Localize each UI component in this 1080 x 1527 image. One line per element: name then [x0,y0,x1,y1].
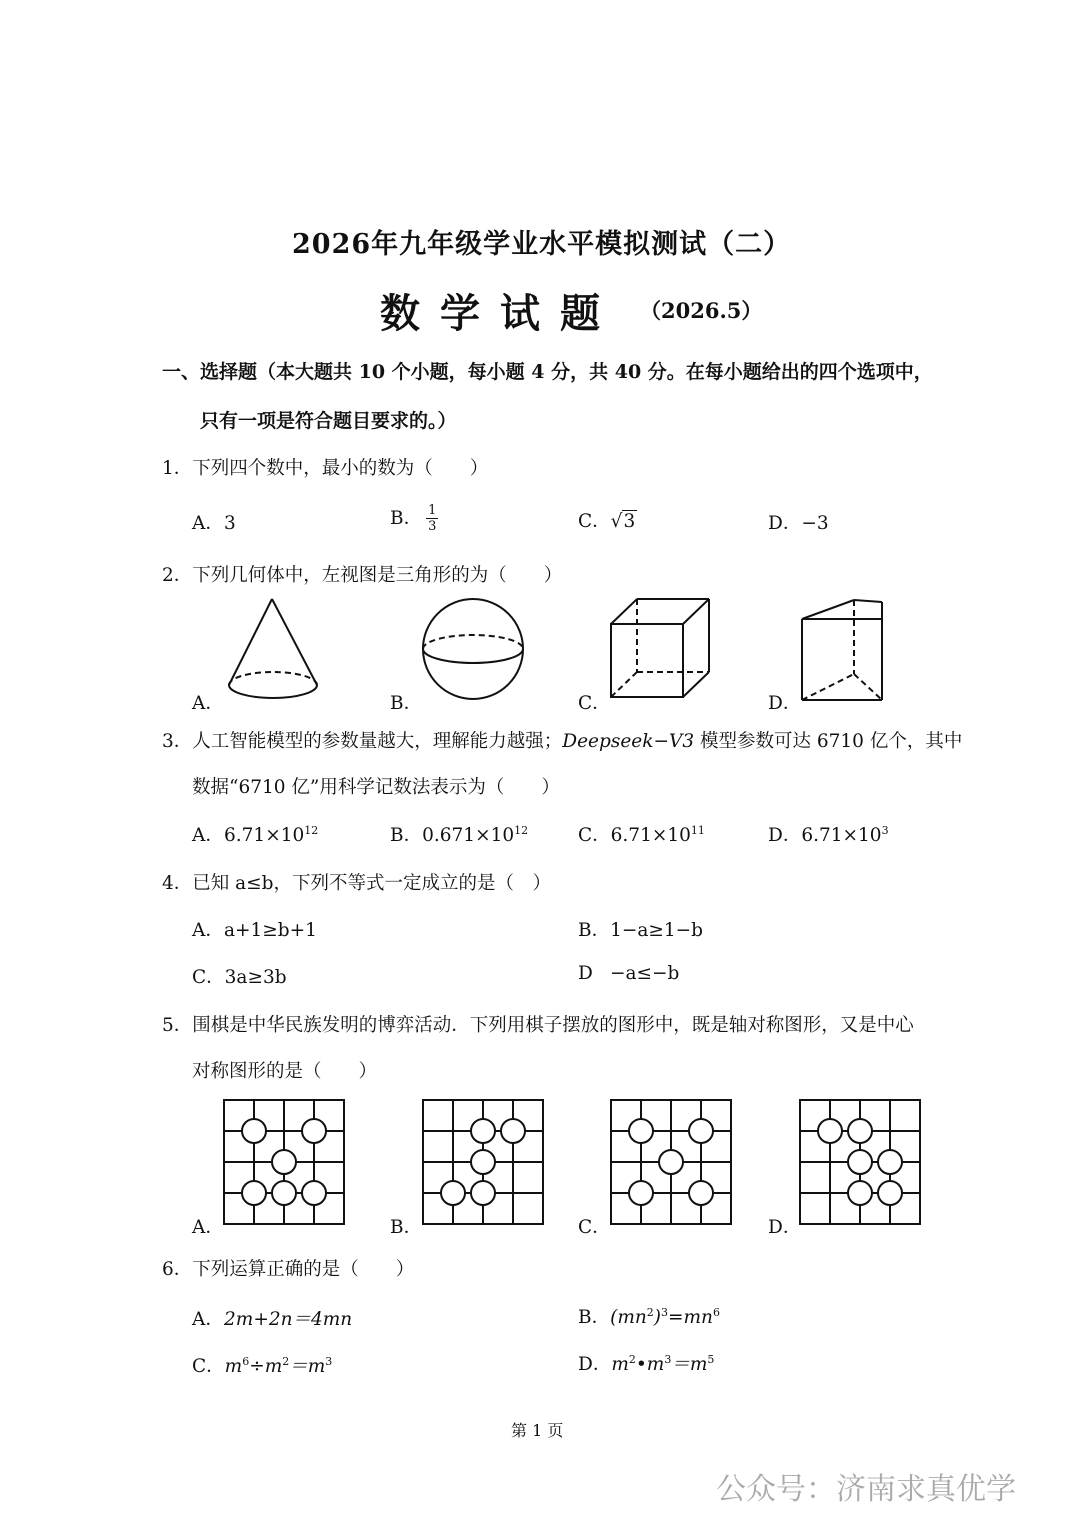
q1-option-a [192,509,236,535]
go-stone [302,1119,326,1143]
go-stone [242,1181,266,1205]
expr-part: •m [635,1354,665,1375]
go-board-b [421,1098,545,1228]
go-stone [878,1181,902,1205]
option-label: B． [390,825,423,846]
option-label: A． [192,513,224,534]
q5-label-a: A． [192,1217,224,1238]
q5-label-b: B． [390,1217,423,1238]
expr-part: (mn [610,1307,647,1328]
option-label: A． [192,1309,224,1330]
go-stone [848,1119,872,1143]
option-label: A． [192,825,224,846]
expr-part: m [611,1354,629,1375]
expr-part: ＝m [289,1356,326,1377]
radical-sign: √ [610,511,623,532]
go-stone [659,1150,683,1174]
q3-option-c [578,821,705,847]
option-value: 3 [224,513,236,534]
option-value: 2m+2n＝4mn [224,1309,353,1330]
square-root [611,511,638,532]
exam-date: （2026.5） [640,298,763,323]
go-stone [441,1181,465,1205]
q3-option-a [192,821,318,847]
q3-option-d [768,821,889,847]
q1-option-c [578,507,637,533]
option-label: C． [578,511,611,532]
q3-model-name: Deepseek−V3 [562,731,695,752]
option-label: B． [578,920,611,941]
q4-option-d [578,963,679,984]
go-stone [689,1181,713,1205]
option-value: 1−a≥1−b [610,920,704,941]
question-6-stem: 6．下列运算正确的是（ ） [162,1259,415,1280]
go-stone [689,1119,713,1143]
option-value: −a≤−b [610,963,680,984]
option-label: D [578,963,593,984]
page-number: 第 1 页 [511,1421,564,1440]
exponent: 12 [514,824,529,837]
exponent: 12 [304,824,319,837]
q2-label-b: B． [390,693,423,714]
subject-title: 数学试题 [380,290,620,337]
option-value: 6.71×10 [224,825,305,846]
option-value: −3 [801,513,829,534]
exponent: 11 [690,824,705,837]
q2-label-c: C． [578,693,611,714]
section-instructions-line2: 只有一项是符合题目要求的。） [200,410,457,432]
go-board-c [609,1098,733,1228]
denominator: 3 [428,519,437,534]
expr-part: ÷m [249,1356,283,1377]
option-value: 6.71×10 [801,825,882,846]
option-value: 0.671×10 [422,825,515,846]
go-stone [629,1119,653,1143]
option-label: C． [192,1356,225,1377]
cube-icon [606,594,716,706]
q6-option-d [578,1350,714,1376]
option-label: D． [768,825,802,846]
watermark: 公众号：济南求真优学 [716,1472,1016,1507]
question-5-stem: 5．围棋是中华民族发明的博弈活动．下列用棋子摆放的图形中，既是轴对称图形，又是中心 [162,1015,914,1036]
expr-part: ) [653,1307,662,1328]
exponent: 3 [661,1306,669,1319]
option-label: D． [768,513,802,534]
go-stone [302,1181,326,1205]
q3-stem-part1: 3．人工智能模型的参数量越大，理解能力越强； [162,731,563,752]
question-3-stem [162,727,962,753]
exponent: 2 [646,1306,654,1319]
exponent: 6 [712,1306,720,1319]
q3-option-b [390,821,528,847]
go-stone [471,1150,495,1174]
go-stone [878,1150,902,1174]
go-stone [242,1119,266,1143]
go-stone [471,1181,495,1205]
question-5-stem-line2: 对称图形的是（ ） [192,1061,378,1082]
numerator: 1 [428,503,437,518]
section-instructions-line1: 一、选择题（本大题共 10 个小题，每小题 4 分，共 40 分。在每小题给出的四个选项中， [162,361,933,383]
go-stone [848,1150,872,1174]
q6-option-a [192,1305,352,1331]
question-1-stem: 1．下列四个数中，最小的数为（ ） [162,458,489,479]
option-label: C． [192,967,225,988]
exponent: 3 [664,1353,672,1366]
radicand: 3 [623,511,636,532]
q5-label-c: C． [578,1217,611,1238]
option-label: B． [390,507,423,529]
expr-part: m [224,1356,243,1377]
q2-label-d: D． [768,693,802,714]
exponent: 3 [881,824,889,837]
exponent: 6 [242,1355,250,1368]
exponent: 2 [628,1353,636,1366]
option-value: a+1≥b+1 [224,920,317,941]
triangular-prism-icon [796,594,892,706]
question-4-stem: 4．已知 a≤b，下列不等式一定成立的是（ ） [162,873,552,894]
exponent: 3 [325,1355,333,1368]
option-value: 3a≥3b [224,967,287,988]
expr-part: =mn [668,1307,713,1328]
go-board-a [222,1098,346,1228]
option-label: C． [578,825,611,846]
q1-option-b [390,503,438,534]
sphere-icon [418,594,530,706]
question-3-stem-line2: 数据“6710 亿”用科学记数法表示为（ ） [192,777,560,798]
option-label: A． [192,920,224,941]
q2-label-a: A． [192,693,224,714]
cone-icon [220,594,330,706]
go-stone [818,1119,842,1143]
q3-stem-part2: 模型参数可达 6710 亿个，其中 [694,731,963,752]
expr-part: ＝m [671,1354,708,1375]
q4-option-a [192,916,317,942]
exponent: 2 [282,1355,290,1368]
option-value: 6.71×10 [610,825,691,846]
fraction [426,503,438,534]
go-stone [629,1181,653,1205]
go-board-d [798,1098,922,1228]
exam-title: 2026年九年级学业水平模拟测试（二） [292,229,792,260]
go-stone [501,1119,525,1143]
q6-option-b [578,1303,720,1329]
go-stone [272,1181,296,1205]
question-2-stem: 2．下列几何体中，左视图是三角形的为（ ） [162,565,563,586]
q6-option-c [192,1352,332,1378]
q4-option-c [192,963,287,989]
go-stone [848,1181,872,1205]
option-label: D． [578,1354,612,1375]
q4-option-b [578,916,703,942]
go-stone [272,1150,296,1174]
option-label: B． [578,1307,611,1328]
q5-label-d: D． [768,1217,802,1238]
go-stone [471,1119,495,1143]
exponent: 5 [707,1353,715,1366]
q1-option-d [768,509,829,535]
